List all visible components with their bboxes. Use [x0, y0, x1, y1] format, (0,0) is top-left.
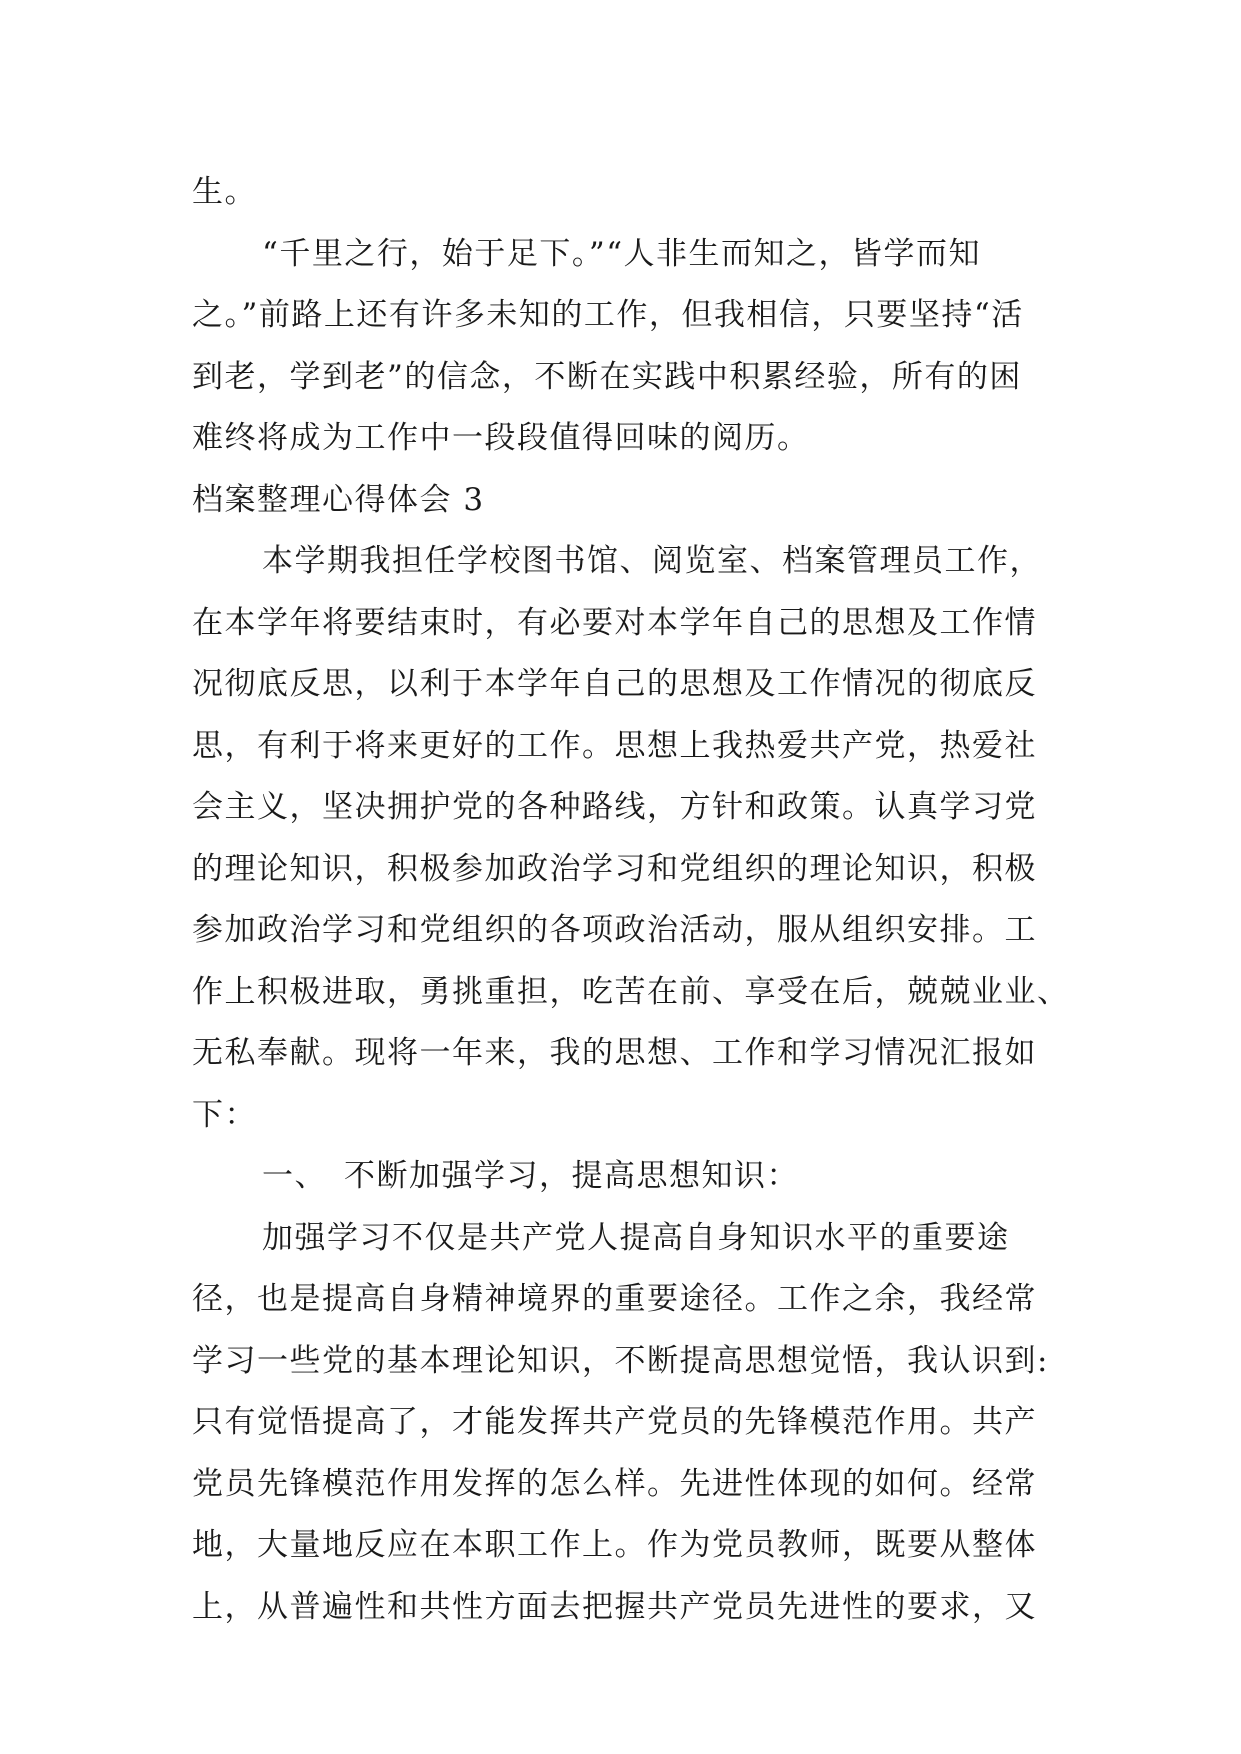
text-line-8: 在本学年将要结束时，有必要对本学年自己的思想及工作情: [192, 604, 1037, 641]
section-heading: 档案整理心得体会 3: [192, 481, 485, 518]
text-line-1: 生。: [192, 174, 257, 210]
subsection-heading: 一、 不断加强学习，提高思想知识：: [262, 1158, 799, 1194]
text-line-11: 会主义，坚决拥护党的各种路线，方针和政策。认真学习党: [192, 789, 1037, 825]
text-line-21: 只有觉悟提高了，才能发挥共产党员的先锋模范作用。共产: [192, 1404, 1037, 1440]
text-line-3: 之。”前路上还有许多未知的工作，但我相信，只要坚持“活: [192, 297, 1024, 333]
text-line-12: 的理论知识，积极参加政治学习和党组织的理论知识，积极: [192, 850, 1037, 887]
text-line-14: 作上积极进取，勇挑重担，吃苦在前、享受在后，兢兢业业、: [192, 973, 1070, 1010]
text-line-5: 难终将成为工作中一段段值得回味的阅历。: [192, 420, 810, 456]
text-line-24: 上，从普遍性和共性方面去把握共产党员先进性的要求，又: [192, 1588, 1037, 1625]
text-line-23: 地，大量地反应在本职工作上。作为党员教师，既要从整体: [192, 1527, 1037, 1563]
text-line-2: “千里之行，始于足下。”“人非生而知之，皆学而知: [262, 235, 982, 272]
text-line-22: 党员先锋模范作用发挥的怎么样。先进性体现的如何。经常: [192, 1465, 1037, 1502]
text-line-4: 到老，学到老”的信念，不断在实践中积累经验，所有的困: [192, 358, 1022, 395]
text-line-13: 参加政治学习和党组织的各项政治活动，服从组织安排。工: [192, 912, 1037, 948]
text-line-16: 下：: [192, 1096, 257, 1133]
document-body: [192, 162, 1070, 1638]
text-line-9: 况彻底反思，以利于本学年自己的思想及工作情况的彻底反: [192, 666, 1037, 702]
text-line-19: 径，也是提高自身精神境界的重要途径。工作之余，我经常: [192, 1281, 1037, 1317]
text-line-20: 学习一些党的基本理论知识，不断提高思想觉悟，我认识到:: [192, 1342, 1049, 1379]
text-line-15: 无私奉献。现将一年来，我的思想、工作和学习情况汇报如: [192, 1035, 1037, 1071]
text-line-18: 加强学习不仅是共产党人提高自身知识水平的重要途: [262, 1219, 1010, 1256]
text-line-10: 思，有利于将来更好的工作。思想上我热爱共产党，热爱社: [192, 727, 1037, 764]
text-line-7: 本学期我担任学校图书馆、阅览室、档案管理员工作，: [262, 543, 1042, 579]
